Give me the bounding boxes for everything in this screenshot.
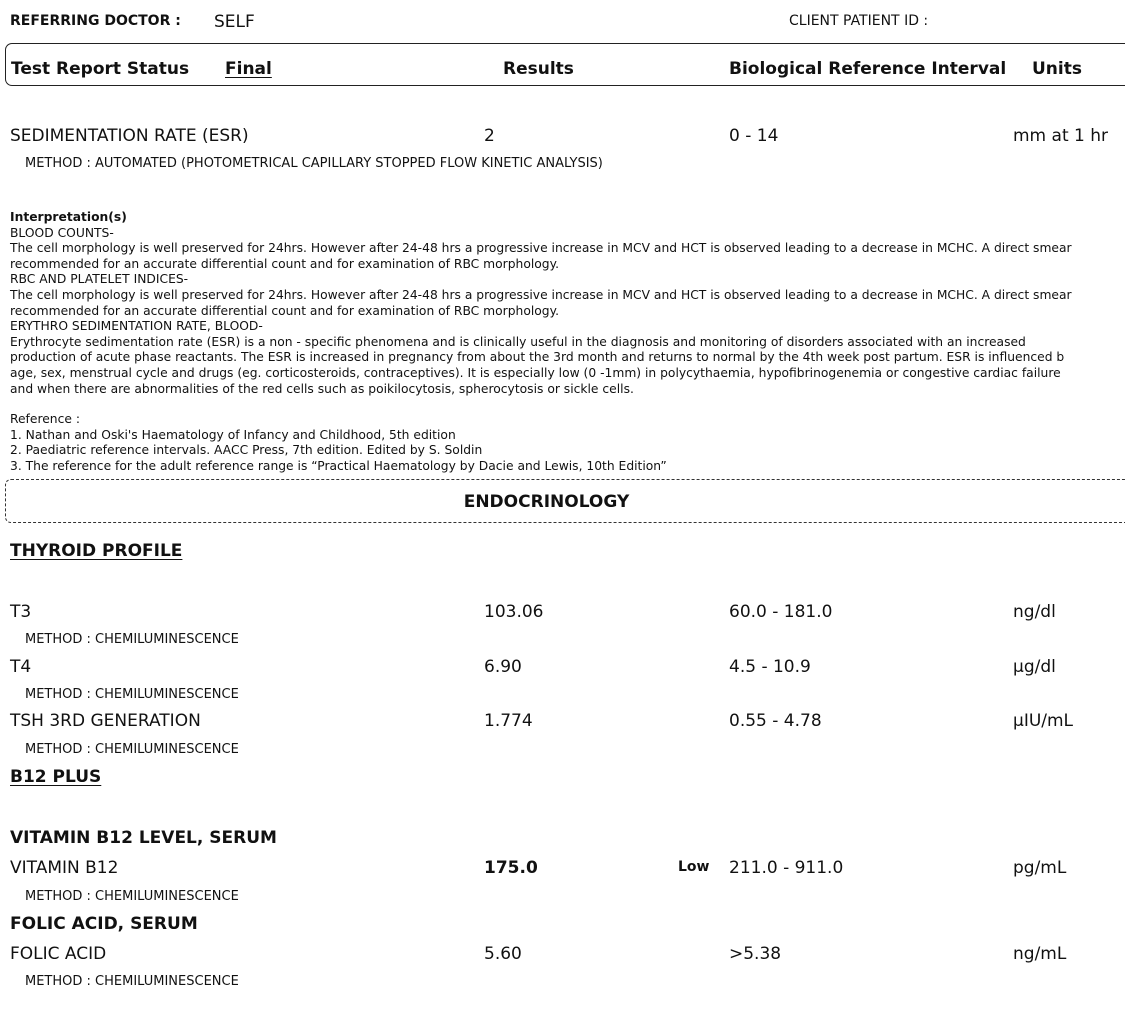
folic-acid-test-name: FOLIC ACID	[10, 944, 107, 964]
vitamin-b12-group-title: VITAMIN B12 LEVEL, SERUM	[10, 828, 277, 848]
tsh-reference: 0.55 - 4.78	[729, 711, 822, 731]
vitamin-b12-method: METHOD : CHEMILUMINESCENCE	[25, 889, 239, 904]
folic-acid-group-title: FOLIC ACID, SERUM	[10, 914, 198, 934]
reference-item: 2. Paediatric reference intervals. AACC Press, 7th edition. Edited by S. Soldin	[10, 443, 483, 458]
t3-method: METHOD : CHEMILUMINESCENCE	[25, 632, 239, 647]
reference-item: 3. The reference for the adult reference range is “Practical Haematology by Dacie and Lewis, 10th Edition”	[10, 458, 667, 473]
t4-method: METHOD : CHEMILUMINESCENCE	[25, 687, 239, 702]
referring-doctor-value: SELF	[214, 12, 255, 32]
b12-plus-title: B12 PLUS	[10, 767, 102, 787]
thyroid-profile-title: THYROID PROFILE	[10, 541, 183, 561]
tsh-units: µIU/mL	[1013, 711, 1074, 731]
interpretation-line: and when there are abnormalities of the red cells such as poikilocytosis, spherocytosis or sickle cells.	[10, 381, 634, 396]
esr-result: 2	[484, 126, 495, 146]
vitamin-b12-units: pg/mL	[1013, 858, 1067, 878]
results-column-header: Results	[503, 59, 574, 79]
t3-test-name: T3	[10, 602, 32, 622]
interpretation-line: recommended for an accurate differential count and for examination of RBC morphology.	[10, 256, 560, 271]
esr-reference: 0 - 14	[729, 126, 779, 146]
t4-test-name: T4	[10, 657, 32, 677]
interpretation-title: Interpretation(s)	[10, 210, 127, 224]
tsh-method: METHOD : CHEMILUMINESCENCE	[25, 742, 239, 757]
folic-acid-method: METHOD : CHEMILUMINESCENCE	[25, 974, 239, 989]
interpretation-block	[10, 210, 1125, 475]
vitamin-b12-reference: 211.0 - 911.0	[729, 858, 844, 878]
reference-title: Reference :	[10, 412, 80, 427]
endocrinology-title: ENDOCRINOLOGY	[463, 492, 630, 512]
interpretation-line: The cell morphology is well preserved for 24hrs. However after 24-48 hrs a progressive increase in MCV and HCT is observed leading to a decrease in MCHC. A direct smear	[10, 241, 1072, 256]
interpretation-line: production of acute phase reactants. The ESR is increased in pregnancy from about the 3rd month and returns to normal by the 4th week post partum. ESR is influenced b	[10, 350, 1065, 365]
folic-acid-result: 5.60	[484, 944, 522, 964]
reference-item: 1. Nathan and Oski's Haematology of Infancy and Childhood, 5th edition	[10, 427, 456, 442]
folic-acid-reference: >5.38	[729, 944, 782, 964]
client-patient-id-label: CLIENT PATIENT ID :	[789, 13, 929, 29]
vitamin-b12-result: 175.0	[484, 858, 538, 878]
t4-units: µg/dl	[1013, 657, 1056, 677]
test-report-status-value: Final	[225, 59, 272, 79]
interpretation-line: Erythrocyte sedimentation rate (ESR) is a non - specific phenomena and is clinically useful in the diagnosis and monitoring of disorders associated with an increased	[10, 334, 1026, 349]
interpretation-line: age, sex, menstrual cycle and drugs (eg. corticosteroids, contraceptives). It is especially low (0 -1mm) in polycythaemia, hypofibrinogenemia or congestive cardiac failure	[10, 365, 1061, 380]
referring-doctor-label: REFERRING DOCTOR :	[10, 13, 181, 29]
t3-reference: 60.0 - 181.0	[729, 602, 833, 622]
units-column-header: Units	[1032, 59, 1082, 79]
esr-method: METHOD : AUTOMATED (PHOTOMETRICAL CAPILLARY STOPPED FLOW KINETIC ANALYSIS)	[25, 156, 603, 171]
tsh-result: 1.774	[484, 711, 533, 731]
interpretation-line: ERYTHRO SEDIMENTATION RATE, BLOOD-	[10, 319, 263, 334]
t4-result: 6.90	[484, 657, 522, 677]
folic-acid-units: ng/mL	[1013, 944, 1067, 964]
esr-units: mm at 1 hr	[1013, 126, 1108, 146]
t3-result: 103.06	[484, 602, 544, 622]
interpretation-line: recommended for an accurate differential count and for examination of RBC morphology.	[10, 303, 560, 318]
interpretation-line: BLOOD COUNTS-	[10, 225, 114, 240]
interpretation-line: The cell morphology is well preserved for 24hrs. However after 24-48 hrs a progressive increase in MCV and HCT is observed leading to a decrease in MCHC. A direct smear	[10, 287, 1072, 302]
t3-units: ng/dl	[1013, 602, 1056, 622]
esr-test-name: SEDIMENTATION RATE (ESR)	[10, 126, 249, 146]
t4-reference: 4.5 - 10.9	[729, 657, 811, 677]
test-report-status-label: Test Report Status	[11, 59, 190, 79]
tsh-test-name: TSH 3RD GENERATION	[10, 711, 201, 731]
interpretation-line: RBC AND PLATELET INDICES-	[10, 272, 189, 287]
vitamin-b12-test-name: VITAMIN B12	[10, 858, 119, 878]
vitamin-b12-low-flag: Low	[678, 859, 710, 875]
reference-interval-column-header: Biological Reference Interval	[729, 59, 1007, 79]
